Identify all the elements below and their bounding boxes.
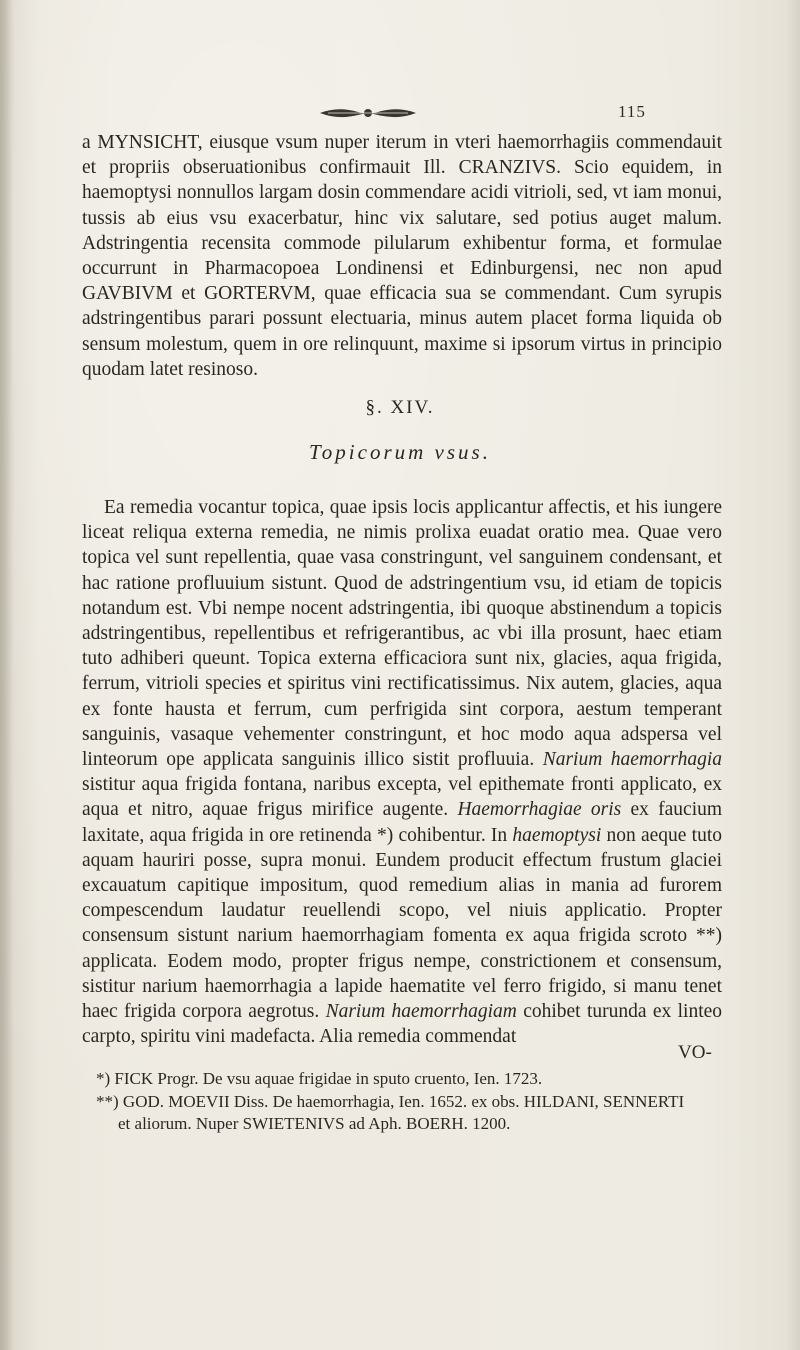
paragraph-continuation: a MYNSICHT, eiusque vsum nuper iterum in vteri haemorrhagiis commendauit et propriis obseruationibus confirmauit Ill. CRANZIVS. Scio equidem, in haemoptysi nonnullos largam dosin commendare acidi vitrioli, sed, vt iam monui, tussis ab eius vsu exacerbatur, hinc vix salutare, sed potius auget malum. Adstringentia recensita commode pilularum exhibentur forma, et formulae occurrunt in Pharmacopoea Londinensi et Edinburgensi, nec non apud GAVBIVM et GORTERVM, quae efficacia sua se commendant. Cum syrupis adstringentibus parari possunt electuaria, minus autem placet forma liquida ob sensum molestum, quem in ore relinquunt, maxime si ipsorum virtus in principio quodam latet resinoso. <box>82 132 722 380</box>
italic-term: Haemorrhagiae oris <box>457 799 622 821</box>
section-title: Topicorum vsus. <box>309 440 491 464</box>
italic-term: Narium haemorrhagiam <box>325 1001 517 1023</box>
section-number: §. XIV. <box>365 397 435 418</box>
header-ornament <box>318 104 418 122</box>
catchword: VO- <box>678 1042 712 1063</box>
paragraph-text: Ea remedia vocantur topica, quae ipsis locis applicantur affectis, et his iungere liceat reliqua externa remedia, ne nimis prolixa euadat oratio mea. Quae vero topica vel sunt repellentia, quae vasa constringunt, vel sanguinem condensant, et hac ratione profluuium sistunt. Quod de adstringentium vsu, id etiam de topicis notandum est. Vbi nempe nocent adstringentia, ibi quoque abstinendum a topicis adstringentibus, repellentibus et refrigerantibus, ac vbi illa prosunt, haec etiam tuto adhiberi queunt. Topica externa efficaciora sunt nix, glacies, aqua frigida, ferrum, vitrioli species et spiritus vini rectificatissimus. Nix autem, glacies, aqua ex fonte hausta et ferrum, cum perfrigida sint corpora, aestum temperant sanguinis, vasaque vehementer constringunt, et hoc modo aqua adspersa vel linteorum ope applicata sanguinis illico sistit profluuia. <box>82 497 722 771</box>
footnote-1: *) FICK Progr. De vsu aquae frigidae in sputo cruento, Ien. 1723. <box>96 1069 543 1088</box>
paragraph-text: ex faucium laxitate, aqua frigida in ore retinenda *) cohibentur. In <box>82 799 723 846</box>
paragraph-topica <box>82 495 722 1049</box>
page-number: 115 <box>618 102 646 121</box>
footnotes <box>96 1068 736 1136</box>
italic-term: haemoptysi <box>512 824 602 846</box>
footnote-2: **) GOD. MOEVII Diss. De haemorrhagia, Ien. 1652. ex obs. HILDANI, SENNERTI <box>96 1091 685 1111</box>
paragraph-text: sistitur aqua frigida fontana, naribus excepta, vel epithemate fronti applicato, ex aqua et nitro, aquae frigus mirifice augente. <box>82 774 722 821</box>
page-gutter-shadow <box>0 0 14 1350</box>
paragraph-text: non aeque tuto aquam hauriri posse, supra monui. Eundem producit effectum frustum glaciei excauatum capitique impositum, quod remedium alias in mania ad furorem compescendum laudatur reuellendi scopo, vel niuis applicatio. Propter consensum sistunt narium haemorrhagiam fomenta ex aqua frigida scroto **) applicata. Eodem modo, propter frigus nempe, constrictionem et consensum, sistitur narium haemorrhagia a lapide haematite vel ferro frigido, si manu tenet haec frigida corpora aegrotus. <box>82 824 722 1023</box>
footnote-2-continuation: et aliorum. Nuper SWIETENIVS ad Aph. BOERH. 1200. <box>118 1114 511 1133</box>
italic-term: Narium haemorrhagia <box>542 749 722 771</box>
paragraph-text: cohibet turunda ex linteo carpto, spiritu vini madefacta. Alia remedia commendat <box>82 1001 723 1048</box>
